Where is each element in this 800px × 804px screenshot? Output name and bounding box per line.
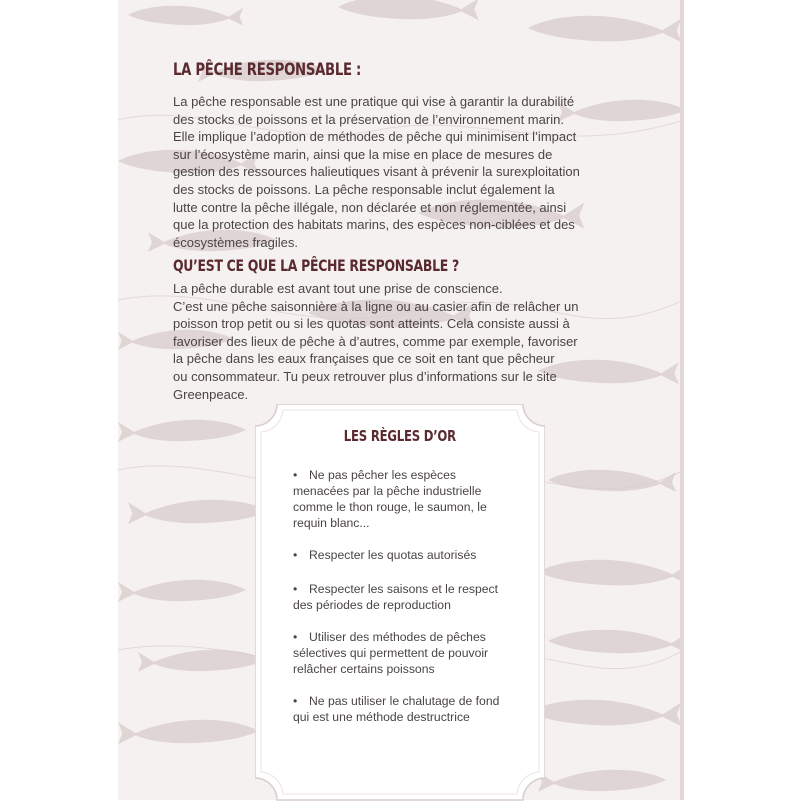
paragraph-line: lutte contre la pêche illégale, non déclarée et non réglementée, ainsi (173, 199, 567, 215)
definition-paragraph (173, 280, 625, 403)
list-item (293, 629, 513, 677)
paragraph-line: La pêche responsable est une pratique qui vise à garantir la durabilité (173, 94, 575, 109)
list-item (293, 581, 513, 613)
rule-text: sélectives qui permettent de pouvoir (293, 646, 489, 660)
paragraph-line: ou consommateur. Tu peux retrouver plus d’informations sur le site (173, 368, 557, 384)
rule-text: des périodes de reproduction (293, 598, 451, 612)
paragraph-line: favoriser des lieux de pêche à d’autres, comme par exemple, favoriser (173, 333, 578, 349)
paragraph-line: que la protection des habitats marins, des espèces non-ciblées et des (173, 217, 575, 233)
bullet-icon: • (293, 582, 298, 596)
rule-text: relâcher certains poissons (293, 662, 435, 676)
paragraph-line: sur l’écosystème marin, ainsi que la mise en place de mesures de (173, 146, 553, 162)
intro-paragraph (173, 93, 625, 251)
rule-text: Respecter les saisons et le respect (309, 582, 498, 596)
section-title: LA PÊCHE RESPONSABLE : (173, 60, 362, 80)
rule-text: Ne pas pêcher les espèces (309, 468, 457, 482)
section-subtitle: QU’EST CE QUE LA PÊCHE RESPONSABLE ? (173, 256, 459, 275)
paragraph-line: poisson trop petit ou si les quotas sont atteints. Cela consiste aussi à (173, 316, 570, 332)
rule-text: qui est une méthode destructrice (293, 710, 470, 724)
rule-text: menacées par la pêche industrielle (293, 484, 482, 498)
paragraph-line: La pêche durable est avant tout une prise de conscience. (173, 281, 503, 296)
bullet-icon: • (293, 630, 298, 644)
paragraph-line: la pêche dans les eaux françaises que ce soit en tant que pêcheur (173, 351, 555, 367)
paragraph-line: des stocks de poissons et la préservation de l’environnement marin. (173, 111, 564, 127)
paragraph-line: C’est une pêche saisonnière à la ligne ou au casier afin de relâcher un (173, 298, 579, 314)
rule-text: Respecter les quotas autorisés (309, 548, 477, 562)
bullet-icon: • (293, 694, 298, 708)
list-item (293, 547, 513, 563)
paragraph-line: gestion des ressources halieutiques visant à prévenir la surexploitation (173, 164, 580, 180)
paragraph-line: Greenpeace. (173, 386, 249, 402)
bullet-icon: • (293, 468, 298, 482)
rule-text: comme le thon rouge, le saumon, le (293, 500, 487, 514)
paragraph-line: Elle implique l’adoption de méthodes de pêche qui minimisent l’impact (173, 129, 577, 145)
rule-text: Ne pas utiliser le chalutage de fond (309, 694, 500, 708)
paragraph-line: écosystèmes fragiles. (173, 234, 298, 250)
list-item (293, 467, 513, 531)
rule-text: requin blanc... (293, 516, 370, 530)
rule-text: Utiliser des méthodes de pêches (309, 630, 486, 644)
paragraph-line: des stocks de poissons. La pêche responsable inclut également la (173, 181, 555, 197)
golden-rules-title: LES RÈGLES D’OR (343, 427, 457, 445)
list-item (293, 693, 513, 725)
bullet-icon: • (293, 548, 298, 562)
